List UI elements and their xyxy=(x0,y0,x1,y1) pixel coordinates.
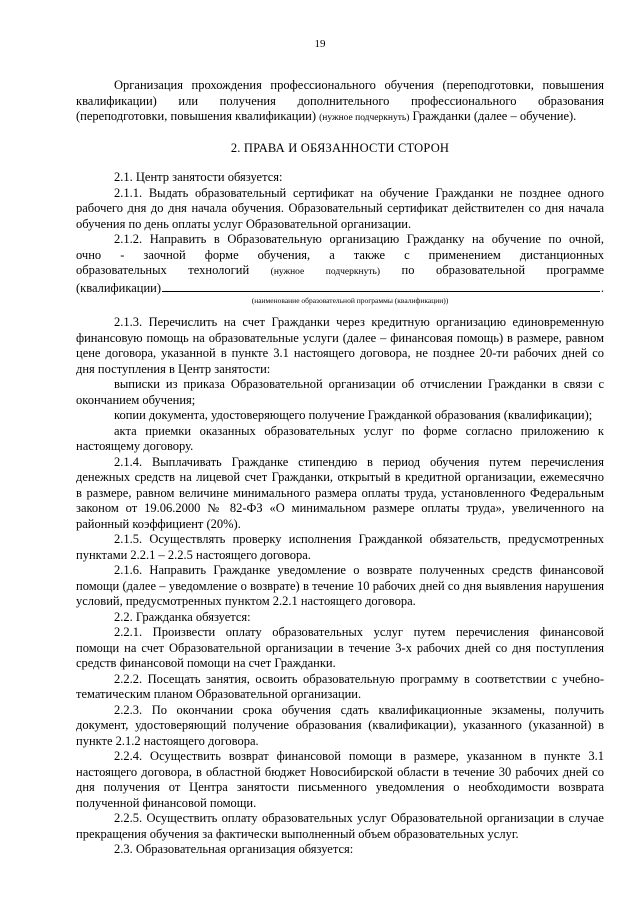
intro-paragraph xyxy=(76,78,604,127)
word: образовательной xyxy=(435,263,526,277)
clause-2-2-4 xyxy=(76,749,604,811)
clause-2-3-line-1: 2.3. Образовательная организация обязуется: xyxy=(114,842,354,856)
clause-2-2-1-line-1: 2.2.1. Произвести оплату образовательных услуг путем перечисления финансовой xyxy=(114,625,604,639)
clause-2-1-1 xyxy=(76,186,604,233)
word: технологий xyxy=(188,263,250,277)
clause-2-2-5-line-2: прекращения обучения за фактически выполненный объем образовательных услуг. xyxy=(76,826,519,841)
clause-2-1-6-line-1: 2.1.6. Направить Гражданке уведомление о возврате полученных средств финансовой xyxy=(114,563,604,577)
clause-2-2-line-1: 2.2. Гражданка обязуется: xyxy=(114,609,251,624)
word: программе xyxy=(546,263,604,277)
clause-2-1-5 xyxy=(76,532,604,563)
fill-caption: (наименование образовательной программы (квалификации)) xyxy=(251,296,449,305)
clause-2-1-3-line-1: 2.1.3. Перечислить на счет Гражданки через кредитную организацию единовременную xyxy=(114,315,604,329)
clause-2-2-4-line-1: 2.2.4. Осуществить возврат финансовой помощи в размере, указанном в пункте 3.1 xyxy=(114,749,604,763)
clause-2-1-3-line-3: цене договора, указанной в пункте 3.1 настоящего договора, не позднее 20-ти рабочих дней со xyxy=(76,346,604,360)
item-extract-line-1: выписки из приказа Образовательной организации об отчислении Гражданки в связи с xyxy=(114,377,604,391)
clause-2-2-5 xyxy=(76,811,604,842)
clause-2-2-3-line-1: 2.2.3. По окончании срока обучения сдать квалификационные экзамены, получить xyxy=(114,702,604,717)
word: образовательных xyxy=(76,263,167,277)
document-body xyxy=(76,78,604,858)
fill-end: . xyxy=(600,280,604,295)
clause-2-1-4-line-5: районный коэффициент (20%). xyxy=(76,516,241,531)
note-word: подчеркнуть) xyxy=(325,267,381,277)
clause-2-1-5-line-2: пунктами 2.2.1 – 2.2.5 настоящего договора. xyxy=(76,547,311,562)
clause-2-2-1 xyxy=(76,625,604,672)
clause-2-2-3-line-3: пункте 2.1.2 настоящего договора. xyxy=(76,733,259,748)
qualification-fill-line xyxy=(76,281,604,297)
clause-2-1-3-line-4: дня поступления в Центр занятости: xyxy=(76,361,271,376)
clause-2-1-6-line-2: помощи (далее – уведомление о возврате) в течение 10 рабочих дней со дня выявления нарушения xyxy=(76,578,604,593)
clause-2-2 xyxy=(76,610,604,626)
clause-2-1-6 xyxy=(76,563,604,610)
fill-label: (квалификации) xyxy=(76,280,162,295)
clause-2-1-1-line-2: рабочего дня до дня начала обучения. Образовательный сертификат действителен со дня начала xyxy=(76,201,604,215)
clause-2-2-4-line-3: дня получения от Центра занятости письменного уведомления о необходимости возврата xyxy=(76,780,604,794)
item-act xyxy=(76,424,604,455)
clause-2-1-3 xyxy=(76,315,604,377)
section-heading: 2. ПРАВА И ОБЯЗАННОСТИ СТОРОН xyxy=(230,140,450,155)
clause-2-1-4-line-3: в размере, равном величине минимального размера оплаты труда, установленного Федеральным xyxy=(76,485,604,500)
clause-2-1-6-line-3: условий, предусмотренных пунктом 2.2.1 настоящего договора. xyxy=(76,594,416,608)
clause-2-1-4-line-4: законом от 19.06.2000 № 82-ФЗ «О минимальном размере оплаты труда», увеличенного на xyxy=(76,501,604,515)
item-act-line-2: настоящему договору. xyxy=(76,439,194,453)
intro-small-note: (нужное подчеркнуть) xyxy=(319,113,410,123)
clause-2-1-2-line-2: очно - заочной форме обучения, а также с применением дистанционных xyxy=(76,247,604,262)
clause-2-2-1-line-3: средств финансовой помощи на счет Гражданки. xyxy=(76,656,336,670)
clause-2-2-2-line-1: 2.2.2. Посещать занятия, освоить образовательную программу в соответствии с учебно- xyxy=(114,671,604,686)
clause-2-2-4-line-2: настоящего договора, в областной бюджет Новосибирской области в течение 30 рабочих дней со xyxy=(76,764,604,779)
clause-2-1-4-line-2: денежных средств на лицевой счет Гражданки, открытый в кредитной организации, ежемесячно xyxy=(76,470,604,484)
clause-2-1-line-1: 2.1. Центр занятости обязуется: xyxy=(114,170,283,184)
item-extract-line-2: окончанием обучения; xyxy=(76,392,196,407)
clause-2-2-4-line-4: полученной финансовой помощи. xyxy=(76,795,257,810)
intro-line-3: (переподготовки, повышения квалификации) (нужное подчеркнуть) Гражданки (далее – обучение). xyxy=(76,109,577,123)
item-act-line-1: акта приемки оказанных образовательных услуг по форме согласно приложению к xyxy=(114,423,604,438)
clause-2-2-1-line-2: помощи на счет Образовательной организации в течение 3-х рабочих дней со дня поступления xyxy=(76,640,604,655)
clause-2-2-5-line-1: 2.2.5. Осуществить оплату образовательных услуг Образовательной организации в случае xyxy=(114,811,604,825)
clause-2-3 xyxy=(76,842,604,858)
item-copy-line-1: копии документа, удостоверяющего получение Гражданкой образования (квалификации); xyxy=(114,408,593,422)
clause-2-1-2-line-1: 2.1.2. Направить в Образовательную организацию Гражданку на обучение по очной, xyxy=(114,232,604,246)
item-extract xyxy=(76,377,604,408)
clause-2-2-3 xyxy=(76,703,604,750)
clause-2-1-2-line-3 xyxy=(76,263,604,281)
clause-2-1-1-line-3: обучения по день оплаты услуг Образовательной организации. xyxy=(76,216,412,231)
word: по xyxy=(401,263,415,277)
page-number: 19 xyxy=(314,38,326,50)
clause-2-2-3-line-2: документ, удостоверяющий получение образования (квалификации), указанного (указанной) в xyxy=(76,718,604,732)
clause-2-1-5-line-1: 2.1.5. Осуществлять проверку исполнения Гражданкой обязательств, предусмотренных xyxy=(114,532,604,546)
intro-line-1: Организация прохождения профессионального обучения (переподготовки, повышения xyxy=(114,78,604,92)
clause-2-1-3-line-2: финансовую помощь на образовательные услуги (далее – финансовая помощь) в размере, равном xyxy=(76,330,604,345)
note-word: (нужное xyxy=(270,267,305,277)
clause-2-1-4-line-1: 2.1.4. Выплачивать Гражданке стипендию в период обучения путем перечисления xyxy=(114,454,604,469)
clause-2-1 xyxy=(76,170,604,186)
clause-2-1-4 xyxy=(76,455,604,533)
clause-2-2-2 xyxy=(76,672,604,703)
clause-2-2-2-line-2: тематическим планом Образовательной организации. xyxy=(76,687,362,701)
clause-2-1-2 xyxy=(76,232,604,305)
intro-line-2: квалификации) или получения дополнительного профессионального образования xyxy=(76,93,604,108)
clause-2-1-1-line-1: 2.1.1. Выдать образовательный сертификат на обучение Гражданки не позднее одного xyxy=(114,185,604,200)
fill-underline xyxy=(162,291,600,292)
item-copy xyxy=(76,408,604,424)
